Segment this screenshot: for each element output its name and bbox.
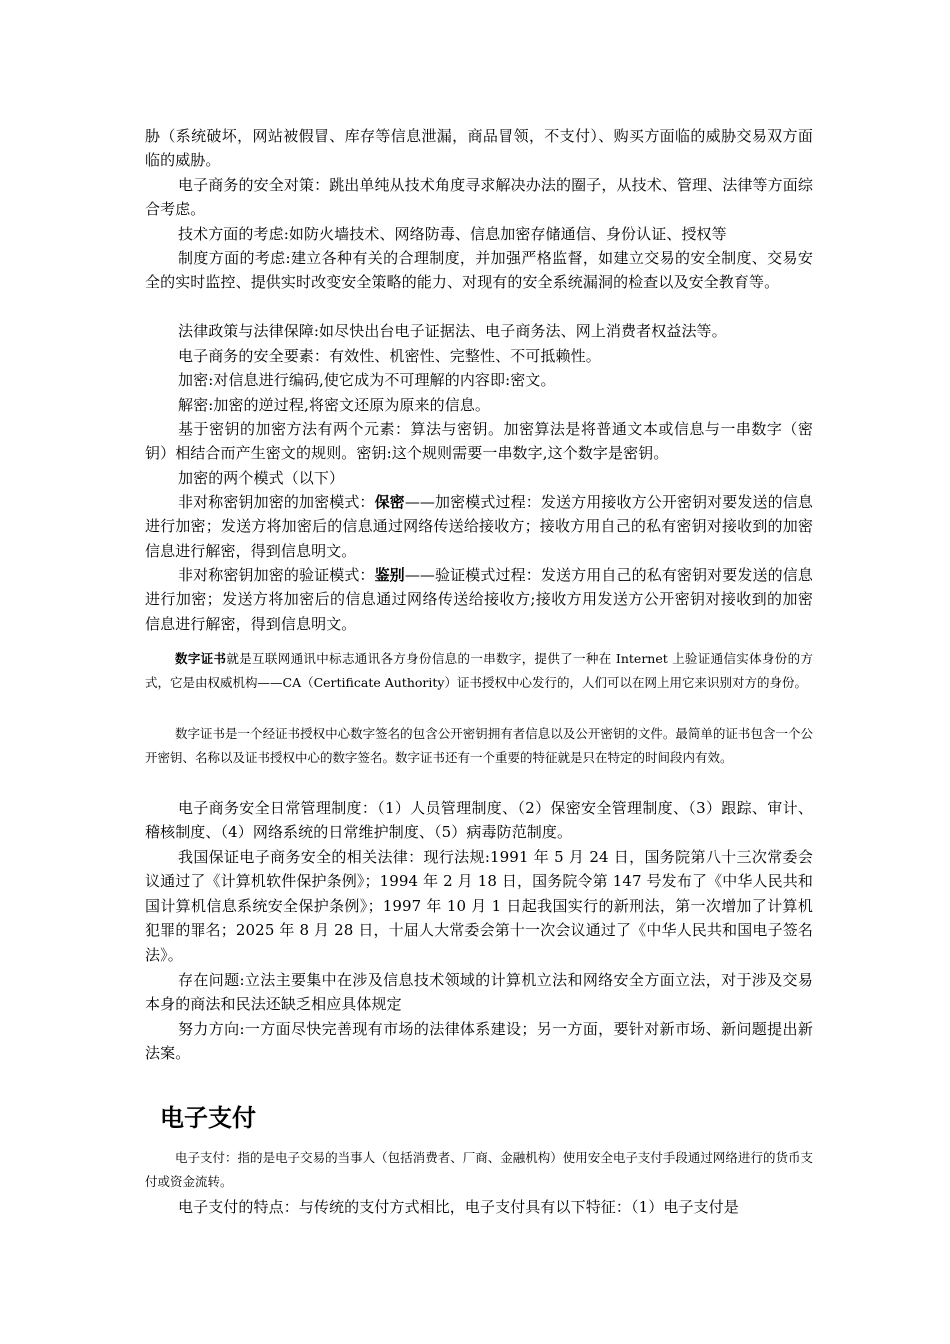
- paragraph-encryption-definition: 加密:对信息进行编码,使它成为不可理解的内容即:密文。: [178, 371, 556, 389]
- paragraph-key-based-encryption: 基于密钥的加密方法有两个元素：算法与密钥。加密算法是将普通文本或信息与一串数字（密钥）相结合而产生密文的规则。密钥:这个规则需要一串数字,这个数字是密钥。: [145, 420, 813, 463]
- paragraph-electronic-payment-features: 电子支付的特点：与传统的支付方式相比，电子支付具有以下特征：（1）电子支付是: [178, 1198, 739, 1216]
- digital-certificate-term: 数字证书: [175, 651, 227, 666]
- confidentiality-mode-prefix: 非对称密钥加密的加密模式：: [178, 493, 375, 511]
- paragraph-digital-certificate: [145, 647, 813, 696]
- section-heading-electronic-payment: 电子支付: [160, 1104, 256, 1132]
- paragraph-technical-considerations: 技术方面的考虑:如防火墙技术、网络防毒、信息加密存储通信、身份认证、授权等: [178, 225, 727, 243]
- authentication-mode-keyword: 鉴别: [374, 566, 405, 584]
- paragraph-legal-policy: 法律政策与法律保障:如尽快出台电子证据法、电子商务法、网上消费者权益法等。: [178, 322, 727, 340]
- paragraph-authentication-mode: [145, 563, 813, 636]
- paragraph-daily-management: 电子商务安全日常管理制度：（1）人员管理制度、（2）保密安全管理制度、（3）跟踪、审计、稽核制度、（4）网络系统的日常维护制度、（5）病毒防范制度。: [145, 799, 813, 842]
- paragraph-threats: 胁（系统破坏，网站被假冒、库存等信息泄漏，商品冒领，不支付）、购买方面临的威胁交易双方面临的威胁。: [145, 127, 813, 170]
- paragraph-related-laws: 我国保证电子商务安全的相关法律：现行法规:1991 年 5 月 24 日，国务院第八十三次常委会议通过了《计算机软件保护条例》；1994 年 2 月 18 日，国务院令第 147 号发布了《中华人民共和国计算机信息系统安全保护条例》；1997 年 10 月 1 日起我国实行的新刑法，第一次增加了计算机犯罪的罪名；2025 年 8 月 28 日，十届人大常委会第十一次会议通过了《中华人民共和国电子签名法》。: [145, 848, 813, 964]
- paragraph-efforts-direction: 努力方向:一方面尽快完善现有市场的法律体系建设；另一方面，要针对新市场、新问题提出新法案。: [145, 1020, 813, 1063]
- paragraph-decryption-definition: 解密:加密的逆过程,将密文还原为原来的信息。: [178, 396, 491, 414]
- authentication-mode-prefix: 非对称密钥加密的验证模式：: [178, 566, 375, 584]
- paragraph-electronic-payment-definition: 电子支付：指的是电子交易的当事人（包括消费者、厂商、金融机构）使用安全电子支付手段通过网络进行的货币支付或资金流转。: [145, 1150, 813, 1190]
- paragraph-security-countermeasures: 电子商务的安全对策：跳出单纯从技术角度寻求解决办法的圈子，从技术、管理、法律等方面综合考虑。: [145, 176, 813, 219]
- paragraph-security-elements: 电子商务的安全要素：有效性、机密性、完整性、不可抵赖性。: [178, 347, 601, 365]
- paragraph-two-modes: 加密的两个模式（以下）: [178, 469, 345, 487]
- paragraph-institutional-considerations: 制度方面的考虑:建立各种有关的合理制度，并加强严格监督，如建立交易的安全制度、交易安全的实时监控、提供实时改变安全策略的能力、对现有的安全系统漏洞的检查以及安全教育等。: [145, 249, 813, 292]
- confidentiality-mode-description: ——加密模式过程：发送方用接收方公开密钥对要发送的信息进行加密；发送方将加密后的信息通过网络传送给接收方；接收方用自己的私有密钥对接收到的加密信息进行解密，得到信息明文。: [145, 493, 814, 560]
- digital-certificate-definition: 就是互联网通讯中标志通讯各方身份信息的一串数字，提供了一种在 Internet 上验证通信实体身份的方式，它是由权威机构——CA（Certificate Authority）证书授权中心发行的，人们可以在网上用它来识别对方的身份。: [145, 651, 813, 691]
- authentication-mode-description: ——验证模式过程：发送方用自己的私有密钥对要发送的信息进行加密；发送方将加密后的信息通过网络传送给接收方;接收方用发送方公开密钥对接收到的加密信息进行解密，得到信息明文。: [145, 566, 814, 633]
- paragraph-existing-problems: 存在问题:立法主要集中在涉及信息技术领域的计算机立法和网络安全方面立法，对于涉及交易本身的商法和民法还缺乏相应具体规定: [145, 971, 813, 1014]
- paragraph-digital-certificate-file: 数字证书是一个经证书授权中心数字签名的包含公开密钥拥有者信息以及公开密钥的文件。最简单的证书包含一个公开密钥、名称以及证书授权中心的数字签名。数字证书还有一个重要的特征就是只在特定的时间段内有效。: [145, 726, 813, 766]
- paragraph-confidentiality-mode: [145, 490, 813, 563]
- confidentiality-mode-keyword: 保密: [374, 493, 405, 511]
